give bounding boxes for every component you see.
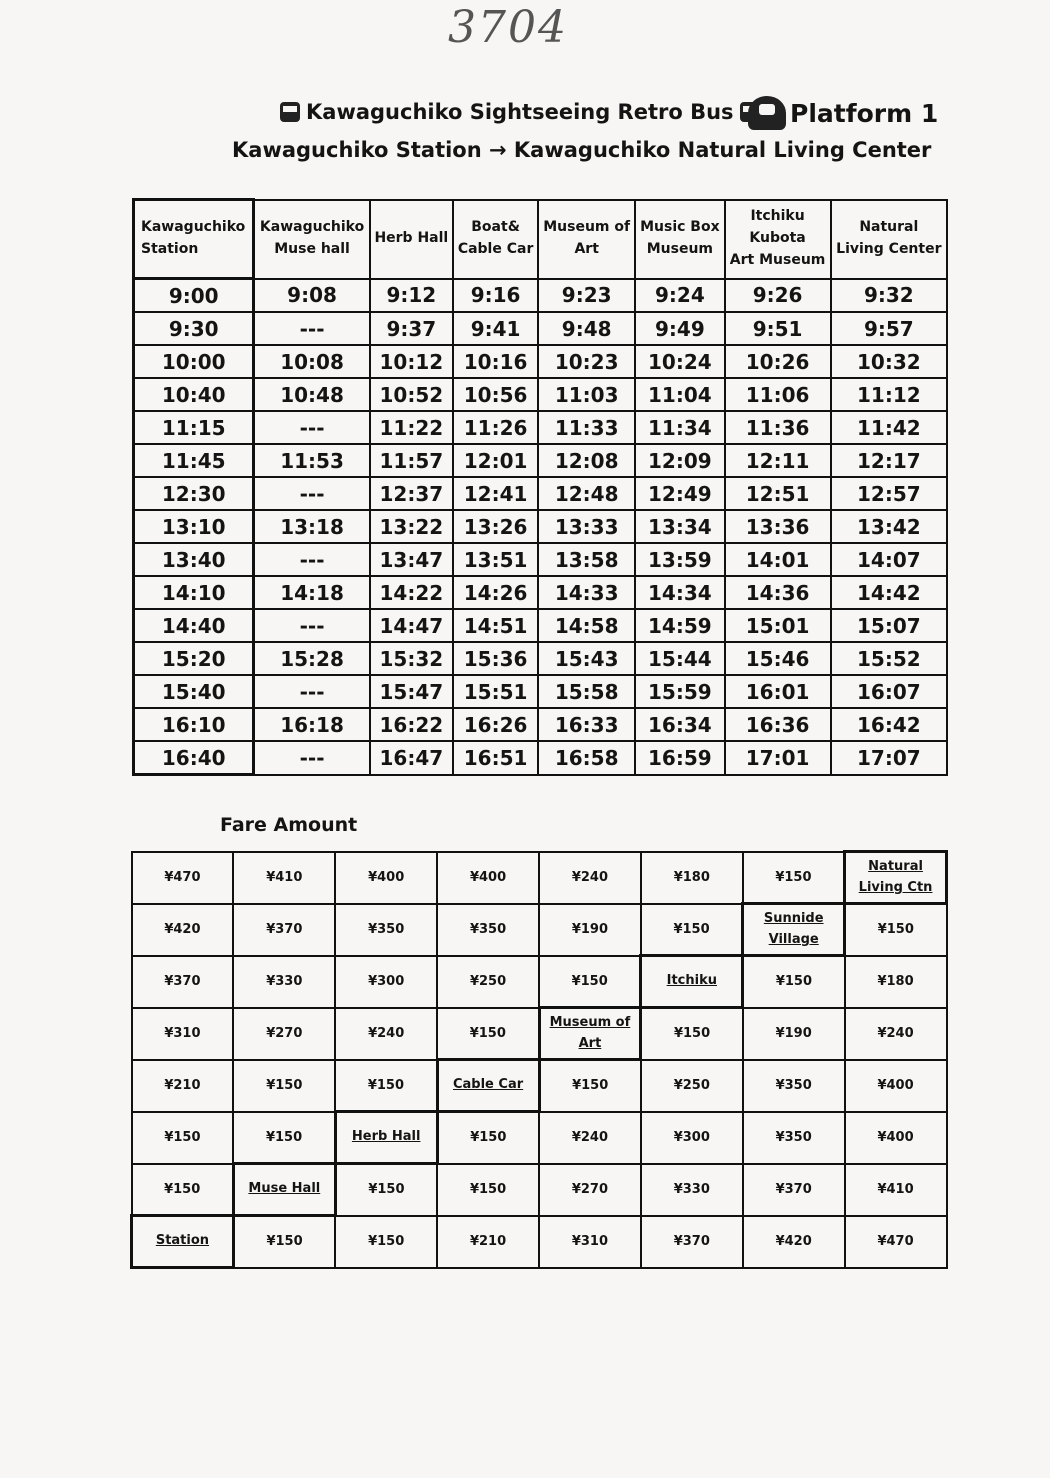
fare-row xyxy=(132,1164,947,1216)
fare-stop-label: Itchiku xyxy=(641,956,743,1008)
timetable-cell: 10:16 xyxy=(453,345,538,378)
fare-title: Fare Amount xyxy=(220,814,358,836)
timetable-cell: 9:12 xyxy=(370,279,453,313)
timetable-cell: 10:00 xyxy=(134,345,254,378)
column-header-line: Kawaguchiko xyxy=(141,219,246,236)
route-subtitle: Kawaguchiko Station → Kawaguchiko Natural Living Center xyxy=(232,138,932,162)
timetable-cell: 14:01 xyxy=(725,543,831,576)
fare-cell: ¥240 xyxy=(539,1112,641,1164)
fare-cell: ¥150 xyxy=(539,956,641,1008)
timetable-cell: 12:41 xyxy=(453,477,538,510)
timetable-cell: 9:51 xyxy=(725,312,831,345)
column-header-line: Living Center xyxy=(836,241,942,257)
timetable-cell: 11:03 xyxy=(538,378,635,411)
timetable-row xyxy=(134,576,948,609)
timetable-cell: 16:26 xyxy=(453,708,538,741)
timetable-cell: 10:23 xyxy=(538,345,635,378)
fare-cell: ¥470 xyxy=(132,852,234,904)
timetable-cell: 9:57 xyxy=(831,312,947,345)
timetable-cell: 11:42 xyxy=(831,411,947,444)
timetable-cell: 9:49 xyxy=(635,312,724,345)
platform-text: Platform 1 xyxy=(790,98,939,128)
page-title xyxy=(280,100,760,124)
fare-stop-label: Natural Living Ctn xyxy=(845,852,947,904)
fare-cell: ¥350 xyxy=(335,904,437,956)
fare-cell: ¥150 xyxy=(233,1060,335,1112)
timetable-cell: 14:40 xyxy=(134,609,254,642)
fare-cell: ¥150 xyxy=(437,1164,539,1216)
fare-cell: ¥150 xyxy=(539,1060,641,1112)
fare-row xyxy=(132,1060,947,1112)
fare-cell: ¥400 xyxy=(845,1112,947,1164)
fare-cell: ¥400 xyxy=(845,1060,947,1112)
fare-cell: ¥350 xyxy=(743,1060,845,1112)
fare-cell: ¥180 xyxy=(641,852,743,904)
fare-row xyxy=(132,852,947,904)
timetable-cell: 14:58 xyxy=(538,609,635,642)
fare-cell: ¥400 xyxy=(335,852,437,904)
timetable-cell: 9:30 xyxy=(134,312,254,345)
column-header-line: Herb Hall xyxy=(374,230,449,247)
timetable-cell: 13:42 xyxy=(831,510,947,543)
timetable-cell: 15:58 xyxy=(538,675,635,708)
timetable-column-header xyxy=(134,200,254,279)
fare-row xyxy=(132,1216,947,1268)
timetable-cell: 9:24 xyxy=(635,279,724,313)
timetable-cell: 12:11 xyxy=(725,444,831,477)
fare-cell: ¥180 xyxy=(845,956,947,1008)
timetable-row xyxy=(134,609,948,642)
timetable-cell: 14:26 xyxy=(453,576,538,609)
fare-cell: ¥330 xyxy=(641,1164,743,1216)
fare-cell: ¥190 xyxy=(539,904,641,956)
timetable-cell: 16:10 xyxy=(134,708,254,741)
timetable-cell: 11:33 xyxy=(538,411,635,444)
timetable-cell: 15:28 xyxy=(254,642,370,675)
column-header-line: Kawaguchiko xyxy=(259,219,365,236)
handwritten-note: 3704 xyxy=(448,2,568,53)
timetable-cell: 14:36 xyxy=(725,576,831,609)
timetable-cell: 15:07 xyxy=(831,609,947,642)
timetable-cell: 11:15 xyxy=(134,411,254,444)
timetable-cell: 15:47 xyxy=(370,675,453,708)
timetable-column-header xyxy=(453,200,538,279)
timetable-cell: 9:48 xyxy=(538,312,635,345)
timetable-cell: 16:34 xyxy=(635,708,724,741)
timetable-cell: --- xyxy=(254,675,370,708)
timetable-cell: 13:22 xyxy=(370,510,453,543)
timetable-row xyxy=(134,708,948,741)
timetable-cell: 12:17 xyxy=(831,444,947,477)
platform-label xyxy=(748,96,938,130)
timetable-cell: 10:48 xyxy=(254,378,370,411)
timetable-row xyxy=(134,411,948,444)
timetable-cell: 9:41 xyxy=(453,312,538,345)
timetable-cell: 16:47 xyxy=(370,741,453,775)
timetable-cell: 16:07 xyxy=(831,675,947,708)
timetable-cell: 16:22 xyxy=(370,708,453,741)
fare-cell: ¥370 xyxy=(233,904,335,956)
fare-cell: ¥300 xyxy=(641,1112,743,1164)
timetable-cell: 15:43 xyxy=(538,642,635,675)
timetable-cell: 10:32 xyxy=(831,345,947,378)
column-header-line: Muse hall xyxy=(274,241,350,257)
fare-cell: ¥470 xyxy=(845,1216,947,1268)
timetable-cell: 16:59 xyxy=(635,741,724,775)
timetable-cell: 12:09 xyxy=(635,444,724,477)
fare-stop-label: Station xyxy=(132,1216,234,1268)
fare-cell: ¥210 xyxy=(437,1216,539,1268)
timetable xyxy=(132,198,948,776)
timetable-cell: 11:45 xyxy=(134,444,254,477)
timetable-cell: 14:18 xyxy=(254,576,370,609)
fare-stop-label: Museum of Art xyxy=(539,1008,641,1060)
timetable-cell: 15:44 xyxy=(635,642,724,675)
column-header-line: Natural xyxy=(859,219,919,236)
fare-cell: ¥150 xyxy=(233,1112,335,1164)
fare-cell: ¥240 xyxy=(845,1008,947,1060)
timetable-row xyxy=(134,675,948,708)
fare-cell: ¥330 xyxy=(233,956,335,1008)
fare-cell: ¥410 xyxy=(233,852,335,904)
column-header-line: Art Museum xyxy=(729,251,826,268)
timetable-cell: 14:33 xyxy=(538,576,635,609)
timetable-cell: 15:20 xyxy=(134,642,254,675)
fare-cell: ¥370 xyxy=(743,1164,845,1216)
fare-cell: ¥150 xyxy=(437,1112,539,1164)
timetable-cell: 9:08 xyxy=(254,279,370,313)
fare-cell: ¥150 xyxy=(335,1164,437,1216)
timetable-cell: 13:26 xyxy=(453,510,538,543)
timetable-cell: 12:51 xyxy=(725,477,831,510)
fare-stop-label: Herb Hall xyxy=(335,1112,437,1164)
timetable-cell: 13:33 xyxy=(538,510,635,543)
timetable-cell: 11:12 xyxy=(831,378,947,411)
timetable-row xyxy=(134,741,948,775)
timetable-cell: 16:42 xyxy=(831,708,947,741)
timetable-row xyxy=(134,444,948,477)
fare-cell: ¥370 xyxy=(132,956,234,1008)
fare-cell: ¥410 xyxy=(845,1164,947,1216)
timetable-cell: 9:32 xyxy=(831,279,947,313)
timetable-column-header xyxy=(538,200,635,279)
fare-cell: ¥420 xyxy=(743,1216,845,1268)
timetable-cell: --- xyxy=(254,741,370,775)
fare-stop-label: Sunnide Village xyxy=(743,904,845,956)
timetable-cell: 13:58 xyxy=(538,543,635,576)
timetable-cell: 13:36 xyxy=(725,510,831,543)
fare-row xyxy=(132,1008,947,1060)
timetable-cell: 15:52 xyxy=(831,642,947,675)
timetable-cell: 9:26 xyxy=(725,279,831,313)
fare-cell: ¥150 xyxy=(743,956,845,1008)
timetable-row xyxy=(134,378,948,411)
timetable-cell: 11:36 xyxy=(725,411,831,444)
timetable-cell: 14:51 xyxy=(453,609,538,642)
column-header-line: Cable Car xyxy=(457,241,534,257)
timetable-column-header xyxy=(725,200,831,279)
column-header-line: Museum of xyxy=(543,219,631,236)
timetable-cell: 12:08 xyxy=(538,444,635,477)
fare-cell: ¥240 xyxy=(539,852,641,904)
column-header-line: Boat& xyxy=(471,219,520,236)
page-title-text: Kawaguchiko Sightseeing Retro Bus xyxy=(306,100,734,124)
timetable-cell: 15:32 xyxy=(370,642,453,675)
timetable-cell: 10:12 xyxy=(370,345,453,378)
timetable-cell: 17:01 xyxy=(725,741,831,775)
timetable-cell: 12:01 xyxy=(453,444,538,477)
timetable-cell: 11:04 xyxy=(635,378,724,411)
timetable-cell: 9:00 xyxy=(134,279,254,313)
timetable-cell: 9:37 xyxy=(370,312,453,345)
timetable-cell: 12:48 xyxy=(538,477,635,510)
fare-cell: ¥370 xyxy=(641,1216,743,1268)
fare-cell: ¥150 xyxy=(437,1008,539,1060)
timetable-cell: 16:51 xyxy=(453,741,538,775)
timetable-cell: 13:59 xyxy=(635,543,724,576)
fare-row xyxy=(132,904,947,956)
fare-cell: ¥270 xyxy=(539,1164,641,1216)
fare-cell: ¥210 xyxy=(132,1060,234,1112)
column-header-line: Museum xyxy=(646,241,713,257)
fare-cell: ¥150 xyxy=(641,904,743,956)
timetable-cell: 14:10 xyxy=(134,576,254,609)
timetable-cell: 14:42 xyxy=(831,576,947,609)
timetable-cell: 11:06 xyxy=(725,378,831,411)
train-icon xyxy=(748,96,786,130)
timetable-row xyxy=(134,543,948,576)
timetable-cell: 15:01 xyxy=(725,609,831,642)
timetable-cell: 15:51 xyxy=(453,675,538,708)
fare-cell: ¥190 xyxy=(743,1008,845,1060)
fare-table xyxy=(130,850,948,1269)
timetable-row xyxy=(134,312,948,345)
fare-cell: ¥150 xyxy=(845,904,947,956)
timetable-cell: 16:58 xyxy=(538,741,635,775)
timetable-cell: --- xyxy=(254,411,370,444)
bus-icon xyxy=(280,102,300,122)
column-header-line: Kubota xyxy=(749,230,806,247)
timetable-row xyxy=(134,279,948,313)
timetable-header-row xyxy=(134,200,948,279)
timetable-column-header xyxy=(254,200,370,279)
fare-cell: ¥350 xyxy=(743,1112,845,1164)
timetable-cell: 12:37 xyxy=(370,477,453,510)
fare-stop-label: Muse Hall xyxy=(233,1164,335,1216)
timetable-cell: 13:10 xyxy=(134,510,254,543)
fare-stop-label: Cable Car xyxy=(437,1060,539,1112)
fare-cell: ¥270 xyxy=(233,1008,335,1060)
timetable-cell: --- xyxy=(254,609,370,642)
timetable-cell: 13:51 xyxy=(453,543,538,576)
fare-cell: ¥250 xyxy=(641,1060,743,1112)
timetable-cell: 9:23 xyxy=(538,279,635,313)
timetable-column-header xyxy=(635,200,724,279)
fare-cell: ¥150 xyxy=(743,852,845,904)
timetable-row xyxy=(134,477,948,510)
timetable-cell: 16:40 xyxy=(134,741,254,775)
fare-cell: ¥420 xyxy=(132,904,234,956)
timetable-cell: 10:52 xyxy=(370,378,453,411)
timetable-cell: 14:07 xyxy=(831,543,947,576)
timetable-cell: --- xyxy=(254,312,370,345)
timetable-cell: 13:40 xyxy=(134,543,254,576)
fare-row xyxy=(132,956,947,1008)
timetable-cell: 9:16 xyxy=(453,279,538,313)
fare-cell: ¥240 xyxy=(335,1008,437,1060)
timetable-cell: 16:01 xyxy=(725,675,831,708)
timetable-cell: 15:40 xyxy=(134,675,254,708)
timetable-cell: 15:59 xyxy=(635,675,724,708)
timetable-cell: 10:56 xyxy=(453,378,538,411)
fare-row xyxy=(132,1112,947,1164)
timetable-cell: 14:47 xyxy=(370,609,453,642)
fare-cell: ¥310 xyxy=(132,1008,234,1060)
fare-cell: ¥150 xyxy=(335,1216,437,1268)
timetable-row xyxy=(134,345,948,378)
timetable-cell: 15:36 xyxy=(453,642,538,675)
column-header-line: Station xyxy=(141,241,199,257)
timetable-cell: 11:26 xyxy=(453,411,538,444)
fare-cell: ¥350 xyxy=(437,904,539,956)
timetable-cell: 11:34 xyxy=(635,411,724,444)
timetable-cell: 11:22 xyxy=(370,411,453,444)
timetable-cell: 14:59 xyxy=(635,609,724,642)
timetable-row xyxy=(134,510,948,543)
timetable-cell: 13:34 xyxy=(635,510,724,543)
fare-cell: ¥150 xyxy=(132,1164,234,1216)
fare-cell: ¥150 xyxy=(641,1008,743,1060)
timetable-cell: 15:46 xyxy=(725,642,831,675)
fare-cell: ¥310 xyxy=(539,1216,641,1268)
fare-cell: ¥300 xyxy=(335,956,437,1008)
timetable-cell: 16:18 xyxy=(254,708,370,741)
timetable-column-header xyxy=(831,200,947,279)
fare-cell: ¥150 xyxy=(132,1112,234,1164)
timetable-cell: 11:57 xyxy=(370,444,453,477)
timetable-column-header xyxy=(370,200,453,279)
timetable-cell: 11:53 xyxy=(254,444,370,477)
fare-cell: ¥250 xyxy=(437,956,539,1008)
timetable-cell: 12:49 xyxy=(635,477,724,510)
timetable-cell: 13:47 xyxy=(370,543,453,576)
fare-cell: ¥150 xyxy=(233,1216,335,1268)
fare-cell: ¥150 xyxy=(335,1060,437,1112)
timetable-cell: --- xyxy=(254,477,370,510)
fare-cell: ¥400 xyxy=(437,852,539,904)
column-header-line: Art xyxy=(574,241,599,257)
column-header-line: Music Box xyxy=(640,219,720,236)
timetable-cell: 12:57 xyxy=(831,477,947,510)
timetable-cell: 10:24 xyxy=(635,345,724,378)
timetable-cell: 17:07 xyxy=(831,741,947,775)
timetable-cell: --- xyxy=(254,543,370,576)
column-header-line: Itchiku xyxy=(750,208,805,225)
timetable-cell: 10:40 xyxy=(134,378,254,411)
timetable-cell: 10:08 xyxy=(254,345,370,378)
timetable-cell: 16:33 xyxy=(538,708,635,741)
timetable-cell: 14:22 xyxy=(370,576,453,609)
timetable-cell: 12:30 xyxy=(134,477,254,510)
timetable-row xyxy=(134,642,948,675)
timetable-cell: 14:34 xyxy=(635,576,724,609)
timetable-cell: 16:36 xyxy=(725,708,831,741)
timetable-cell: 13:18 xyxy=(254,510,370,543)
timetable-cell: 10:26 xyxy=(725,345,831,378)
